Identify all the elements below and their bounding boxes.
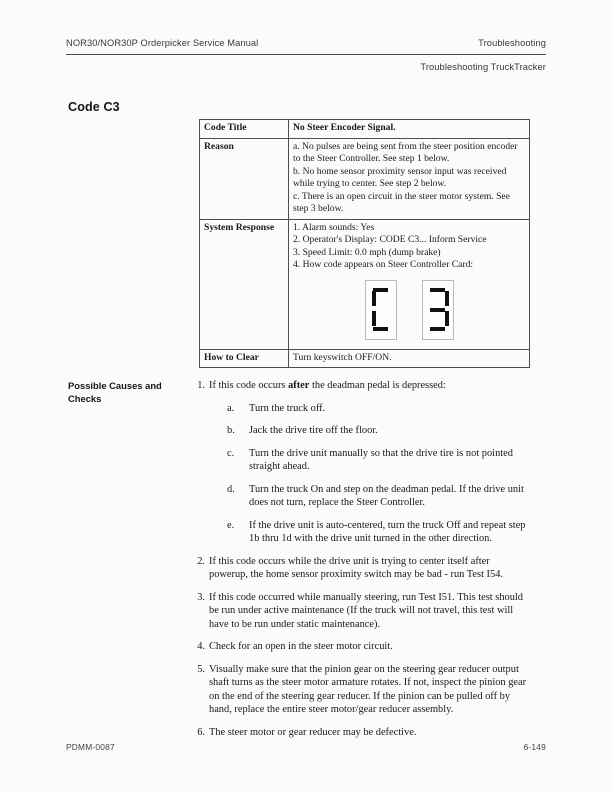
step-text: If this code occurs while the drive unit is trying to center itself after powerup, the home sensor proximity switch may be bad - run Test I54. <box>209 555 504 581</box>
list-item <box>227 424 530 438</box>
substep-list <box>209 402 530 546</box>
segment-f-icon <box>372 291 376 306</box>
seven-segment-digit-c <box>365 280 397 340</box>
substep-number: b. <box>227 425 235 437</box>
header-subtitle: Troubleshooting TruckTracker <box>420 62 546 72</box>
substep-text: Turn the truck On and step on the deadman pedal. If the drive unit does not turn, replace the Steer Controller. <box>249 483 524 509</box>
list-item <box>190 663 530 717</box>
reason-value <box>289 138 530 219</box>
step-number: 5. <box>197 663 205 675</box>
step-text: The steer motor or gear reducer may be defective. <box>209 726 417 738</box>
step-text <box>209 379 530 393</box>
reason-line: a. No pulses are being sent from the steer position encoder to the Steer Controller. See step 1 below. <box>293 140 518 165</box>
list-item <box>190 591 530 632</box>
step-text-part: the deadman pedal is depressed: <box>309 380 446 391</box>
reason-line: b. No home sensor proximity sensor input was received while trying to center. See step 2 below. <box>293 165 507 190</box>
segment-c-icon <box>445 311 449 326</box>
segment-g-icon <box>430 308 445 312</box>
table-row-system-response <box>200 219 530 349</box>
list-item <box>227 483 530 510</box>
footer-page-number: 6-149 <box>523 742 546 752</box>
header-section-title: Troubleshooting <box>478 38 546 48</box>
substep-number: a. <box>227 402 235 414</box>
segment-a-icon <box>430 288 445 292</box>
list-item <box>227 402 530 416</box>
list-item <box>190 640 530 654</box>
step-text: If this code occurred while manually steering, run Test I51. This test should be run under active maintenance (If the truck will not travel, this test will have to be run under static maintenance). <box>209 591 524 630</box>
procedure-list <box>190 379 530 748</box>
segment-e-icon <box>372 311 376 326</box>
step-number: 3. <box>197 591 205 603</box>
list-item <box>190 726 530 740</box>
list-item <box>190 379 530 546</box>
header-rule <box>66 54 546 55</box>
step-text: Check for an open in the steer motor circuit. <box>209 641 393 653</box>
system-response-label: System Response <box>200 219 289 349</box>
step-text-part: If this code occurs <box>209 380 289 391</box>
fault-code-table <box>199 119 530 368</box>
how-to-clear-value: Turn keyswitch OFF/ON. <box>289 349 530 368</box>
seven-segment-digit-3 <box>422 280 454 340</box>
step-number: 2. <box>197 555 205 567</box>
code-title-value: No Steer Encoder Signal. <box>289 120 530 139</box>
segment-d-icon <box>430 327 445 331</box>
page-header <box>66 38 546 48</box>
segment-d-icon <box>373 327 388 331</box>
seven-segment-display <box>293 280 525 340</box>
table-row-how-to-clear <box>200 349 530 368</box>
list-item <box>227 447 530 474</box>
table-row-reason <box>200 138 530 219</box>
code-title-label: Code Title <box>200 120 289 139</box>
reason-label: Reason <box>200 138 289 219</box>
system-response-line: 1. Alarm sounds: Yes <box>293 221 375 233</box>
substep-text: Turn the drive unit manually so that the drive tire is not pointed straight ahead. <box>249 447 513 473</box>
header-manual-title: NOR30/NOR30P Orderpicker Service Manual <box>66 38 259 48</box>
step-text: Visually make sure that the pinion gear on the steering gear reducer output shaft turns as the steer motor armature rotates. If not, inspect the pinion gear on the end of the steering gear reducer. If the pinion can be pulled off by hand, replace the entire steer motor/gear reducer assembly. <box>209 663 527 716</box>
substep-text: Turn the truck off. <box>249 402 326 414</box>
step-number: 1. <box>197 380 205 391</box>
substep-number: d. <box>227 483 235 495</box>
margin-note-possible-causes: Possible Causes and Checks <box>68 380 162 404</box>
substep-number: e. <box>227 519 235 531</box>
system-response-line: 3. Speed Limit: 0.0 mph (dump brake) <box>293 246 441 258</box>
step-number: 4. <box>197 641 205 653</box>
system-response-line: 4. How code appears on Steer Controller Card: <box>293 259 474 271</box>
list-item <box>227 519 530 546</box>
substep-number: c. <box>227 447 235 459</box>
segment-b-icon <box>445 291 449 306</box>
system-response-value <box>289 219 530 349</box>
reason-line: c. There is an open circuit in the steer motor system. See step 3 below. <box>293 190 510 215</box>
footer-document-number: PDMM-0087 <box>66 742 115 752</box>
substep-text: Jack the drive tire off the floor. <box>249 425 378 437</box>
page-footer <box>66 742 546 752</box>
how-to-clear-label: How to Clear <box>200 349 289 368</box>
list-item <box>190 555 530 582</box>
page-title: Code C3 <box>68 100 120 114</box>
step-number: 6. <box>197 726 205 738</box>
table-row-code-title <box>200 120 530 139</box>
step-text-emphasis: after <box>288 380 310 391</box>
substep-text: If the drive unit is auto-centered, turn the truck Off and repeat step 1b thru 1d with the drive unit turned in the other direction. <box>249 519 526 545</box>
system-response-line: 2. Operator's Display: CODE C3... Inform Service <box>293 234 487 246</box>
